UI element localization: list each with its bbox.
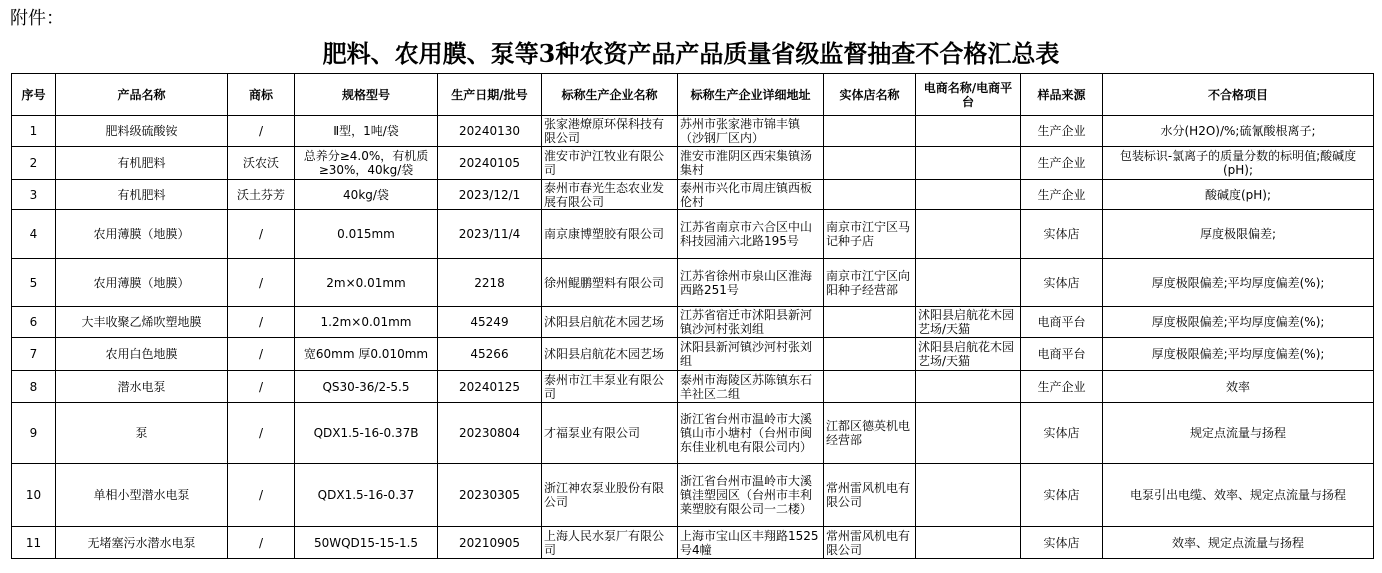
cell-brand: 沃土芬芳: [228, 180, 295, 210]
cell-store: 南京市江宁区向阳种子经营部: [824, 259, 916, 307]
cell-spec: 40kg/袋: [295, 180, 438, 210]
cell-date: 20210905: [438, 527, 542, 559]
cell-seq: 10: [12, 464, 56, 527]
cell-platform: [916, 180, 1021, 210]
cell-seq: 1: [12, 116, 56, 147]
cell-platform: [916, 210, 1021, 259]
cell-defect: 厚度极限偏差;平均厚度偏差(%);: [1103, 338, 1374, 371]
cell-product: 有机肥料: [56, 147, 228, 180]
cell-store: [824, 338, 916, 371]
cell-store: 常州雷风机电有限公司: [824, 527, 916, 559]
cell-platform: [916, 464, 1021, 527]
cell-source: 实体店: [1021, 210, 1103, 259]
cell-date: 2023/11/4: [438, 210, 542, 259]
cell-brand: /: [228, 464, 295, 527]
cell-source: 实体店: [1021, 464, 1103, 527]
cell-spec: 0.015mm: [295, 210, 438, 259]
table-row: [12, 403, 1374, 464]
header-store: 实体店名称: [824, 74, 916, 116]
cell-brand: /: [228, 307, 295, 338]
cell-maker: 浙江神农泵业股份有限公司: [542, 464, 678, 527]
cell-seq: 2: [12, 147, 56, 180]
cell-platform: [916, 147, 1021, 180]
cell-maker: 张家港燎原环保科技有限公司: [542, 116, 678, 147]
cell-date: 2023/12/1: [438, 180, 542, 210]
cell-maker: 徐州鲲鹏塑料有限公司: [542, 259, 678, 307]
cell-brand: /: [228, 527, 295, 559]
cell-store: [824, 116, 916, 147]
header-address: 标称生产企业详细地址: [678, 74, 824, 116]
cell-product: 泵: [56, 403, 228, 464]
cell-defect: 酸碱度(pH);: [1103, 180, 1374, 210]
table-row: [12, 464, 1374, 527]
table-row: [12, 180, 1374, 210]
table-row: [12, 307, 1374, 338]
header-date: 生产日期/批号: [438, 74, 542, 116]
cell-defect: 厚度极限偏差;: [1103, 210, 1374, 259]
cell-maker: 泰州市江丰泵业有限公司: [542, 371, 678, 403]
cell-defect: 厚度极限偏差;平均厚度偏差(%);: [1103, 259, 1374, 307]
cell-address: 沭阳县新河镇沙河村张刘组: [678, 338, 824, 371]
cell-defect: 电泵引出电缆、效率、规定点流量与扬程: [1103, 464, 1374, 527]
cell-store: [824, 180, 916, 210]
cell-spec: QDX1.5-16-0.37B: [295, 403, 438, 464]
cell-spec: 50WQD15-15-1.5: [295, 527, 438, 559]
cell-source: 生产企业: [1021, 371, 1103, 403]
cell-store: 常州雷风机电有限公司: [824, 464, 916, 527]
table-row: [12, 527, 1374, 559]
page-title: 肥料、农用膜、泵等3种农资产品产品质量省级监督抽查不合格汇总表: [322, 39, 1060, 68]
table-row: [12, 147, 1374, 180]
table-row: [12, 116, 1374, 147]
cell-defect: 包装标识-氯离子的质量分数的标明值;酸碱度(pH);: [1103, 147, 1374, 180]
cell-maker: 才福泵业有限公司: [542, 403, 678, 464]
cell-date: 45266: [438, 338, 542, 371]
cell-product: 农用白色地膜: [56, 338, 228, 371]
cell-seq: 3: [12, 180, 56, 210]
cell-date: 20240130: [438, 116, 542, 147]
cell-seq: 5: [12, 259, 56, 307]
cell-address: 上海市宝山区丰翔路1525号4幢: [678, 527, 824, 559]
cell-date: 20230804: [438, 403, 542, 464]
cell-seq: 11: [12, 527, 56, 559]
cell-date: 45249: [438, 307, 542, 338]
cell-brand: /: [228, 259, 295, 307]
table-row: [12, 210, 1374, 259]
cell-store: 江都区德英机电经营部: [824, 403, 916, 464]
cell-brand: /: [228, 210, 295, 259]
cell-maker: 淮安市沪江牧业有限公司: [542, 147, 678, 180]
cell-source: 实体店: [1021, 527, 1103, 559]
cell-platform: 沭阳县启航花木园艺场/天猫: [916, 338, 1021, 371]
cell-product: 农用薄膜（地膜）: [56, 259, 228, 307]
header-brand: 商标: [228, 74, 295, 116]
cell-spec: 1.2m×0.01mm: [295, 307, 438, 338]
header-product: 产品名称: [56, 74, 228, 116]
cell-source: 生产企业: [1021, 147, 1103, 180]
attachment-label: 附件：: [10, 8, 64, 29]
header-defect: 不合格项目: [1103, 74, 1374, 116]
table-row: [12, 259, 1374, 307]
cell-spec: QDX1.5-16-0.37: [295, 464, 438, 527]
table-row: [12, 338, 1374, 371]
summary-table: [11, 73, 1374, 559]
cell-spec: 2m×0.01mm: [295, 259, 438, 307]
cell-address: 浙江省台州市温岭市大溪镇洼塑园区（台州市丰利莱塑胶有限公司一二楼）: [678, 464, 824, 527]
cell-store: 南京市江宁区马记种子店: [824, 210, 916, 259]
cell-defect: 效率: [1103, 371, 1374, 403]
cell-address: 苏州市张家港市锦丰镇（沙钢厂区内）: [678, 116, 824, 147]
cell-platform: [916, 259, 1021, 307]
table-header-row: [12, 74, 1374, 116]
cell-seq: 8: [12, 371, 56, 403]
cell-product: 潜水电泵: [56, 371, 228, 403]
cell-seq: 6: [12, 307, 56, 338]
cell-maker: 沭阳县启航花木园艺场: [542, 307, 678, 338]
cell-brand: /: [228, 116, 295, 147]
header-maker: 标称生产企业名称: [542, 74, 678, 116]
cell-source: 电商平台: [1021, 307, 1103, 338]
cell-spec: 宽60mm 厚0.010mm: [295, 338, 438, 371]
cell-platform: [916, 371, 1021, 403]
cell-maker: 沭阳县启航花木园艺场: [542, 338, 678, 371]
cell-brand: 沃农沃: [228, 147, 295, 180]
cell-date: 20240125: [438, 371, 542, 403]
cell-maker: 上海人民水泵厂有限公司: [542, 527, 678, 559]
cell-platform: [916, 403, 1021, 464]
header-source: 样品来源: [1021, 74, 1103, 116]
cell-seq: 9: [12, 403, 56, 464]
cell-defect: 水分(H2O)/%;硫氰酸根离子;: [1103, 116, 1374, 147]
cell-address: 江苏省宿迁市沭阳县新河镇沙河村张刘组: [678, 307, 824, 338]
cell-address: 淮安市淮阴区西宋集镇汤集村: [678, 147, 824, 180]
cell-source: 电商平台: [1021, 338, 1103, 371]
cell-spec: Ⅱ型，1吨/袋: [295, 116, 438, 147]
header-spec: 规格型号: [295, 74, 438, 116]
cell-address: 泰州市兴化市周庄镇西板伦村: [678, 180, 824, 210]
cell-product: 农用薄膜（地膜）: [56, 210, 228, 259]
cell-store: [824, 307, 916, 338]
cell-source: 生产企业: [1021, 180, 1103, 210]
cell-product: 有机肥料: [56, 180, 228, 210]
cell-store: [824, 371, 916, 403]
cell-maker: 泰州市春光生态农业发展有限公司: [542, 180, 678, 210]
cell-address: 江苏省徐州市泉山区淮海西路251号: [678, 259, 824, 307]
cell-date: 20240105: [438, 147, 542, 180]
header-platform: 电商名称/电商平台: [916, 74, 1021, 116]
cell-product: 无堵塞污水潜水电泵: [56, 527, 228, 559]
cell-defect: 规定点流量与扬程: [1103, 403, 1374, 464]
cell-defect: 厚度极限偏差;平均厚度偏差(%);: [1103, 307, 1374, 338]
cell-platform: 沭阳县启航花木园艺场/天猫: [916, 307, 1021, 338]
cell-maker: 南京康博塑胶有限公司: [542, 210, 678, 259]
cell-product: 大丰收聚乙烯吹塑地膜: [56, 307, 228, 338]
cell-brand: /: [228, 338, 295, 371]
cell-brand: /: [228, 371, 295, 403]
cell-platform: [916, 527, 1021, 559]
cell-date: 2218: [438, 259, 542, 307]
cell-defect: 效率、规定点流量与扬程: [1103, 527, 1374, 559]
cell-seq: 7: [12, 338, 56, 371]
cell-brand: /: [228, 403, 295, 464]
cell-address: 浙江省台州市温岭市大溪镇山市小塘村（台州市闽东佳业机电有限公司内）: [678, 403, 824, 464]
table-row: [12, 371, 1374, 403]
cell-source: 生产企业: [1021, 116, 1103, 147]
cell-date: 20230305: [438, 464, 542, 527]
cell-source: 实体店: [1021, 259, 1103, 307]
cell-address: 江苏省南京市六合区中山科技园浦六北路195号: [678, 210, 824, 259]
cell-store: [824, 147, 916, 180]
cell-platform: [916, 116, 1021, 147]
cell-spec: QS30-36/2-5.5: [295, 371, 438, 403]
cell-product: 单相小型潜水电泵: [56, 464, 228, 527]
cell-product: 肥料级硫酸铵: [56, 116, 228, 147]
cell-seq: 4: [12, 210, 56, 259]
header-seq: 序号: [12, 74, 56, 116]
cell-spec: 总养分≥4.0%，有机质≥30%，40kg/袋: [295, 147, 438, 180]
cell-address: 泰州市海陵区苏陈镇东石羊社区二组: [678, 371, 824, 403]
cell-source: 实体店: [1021, 403, 1103, 464]
